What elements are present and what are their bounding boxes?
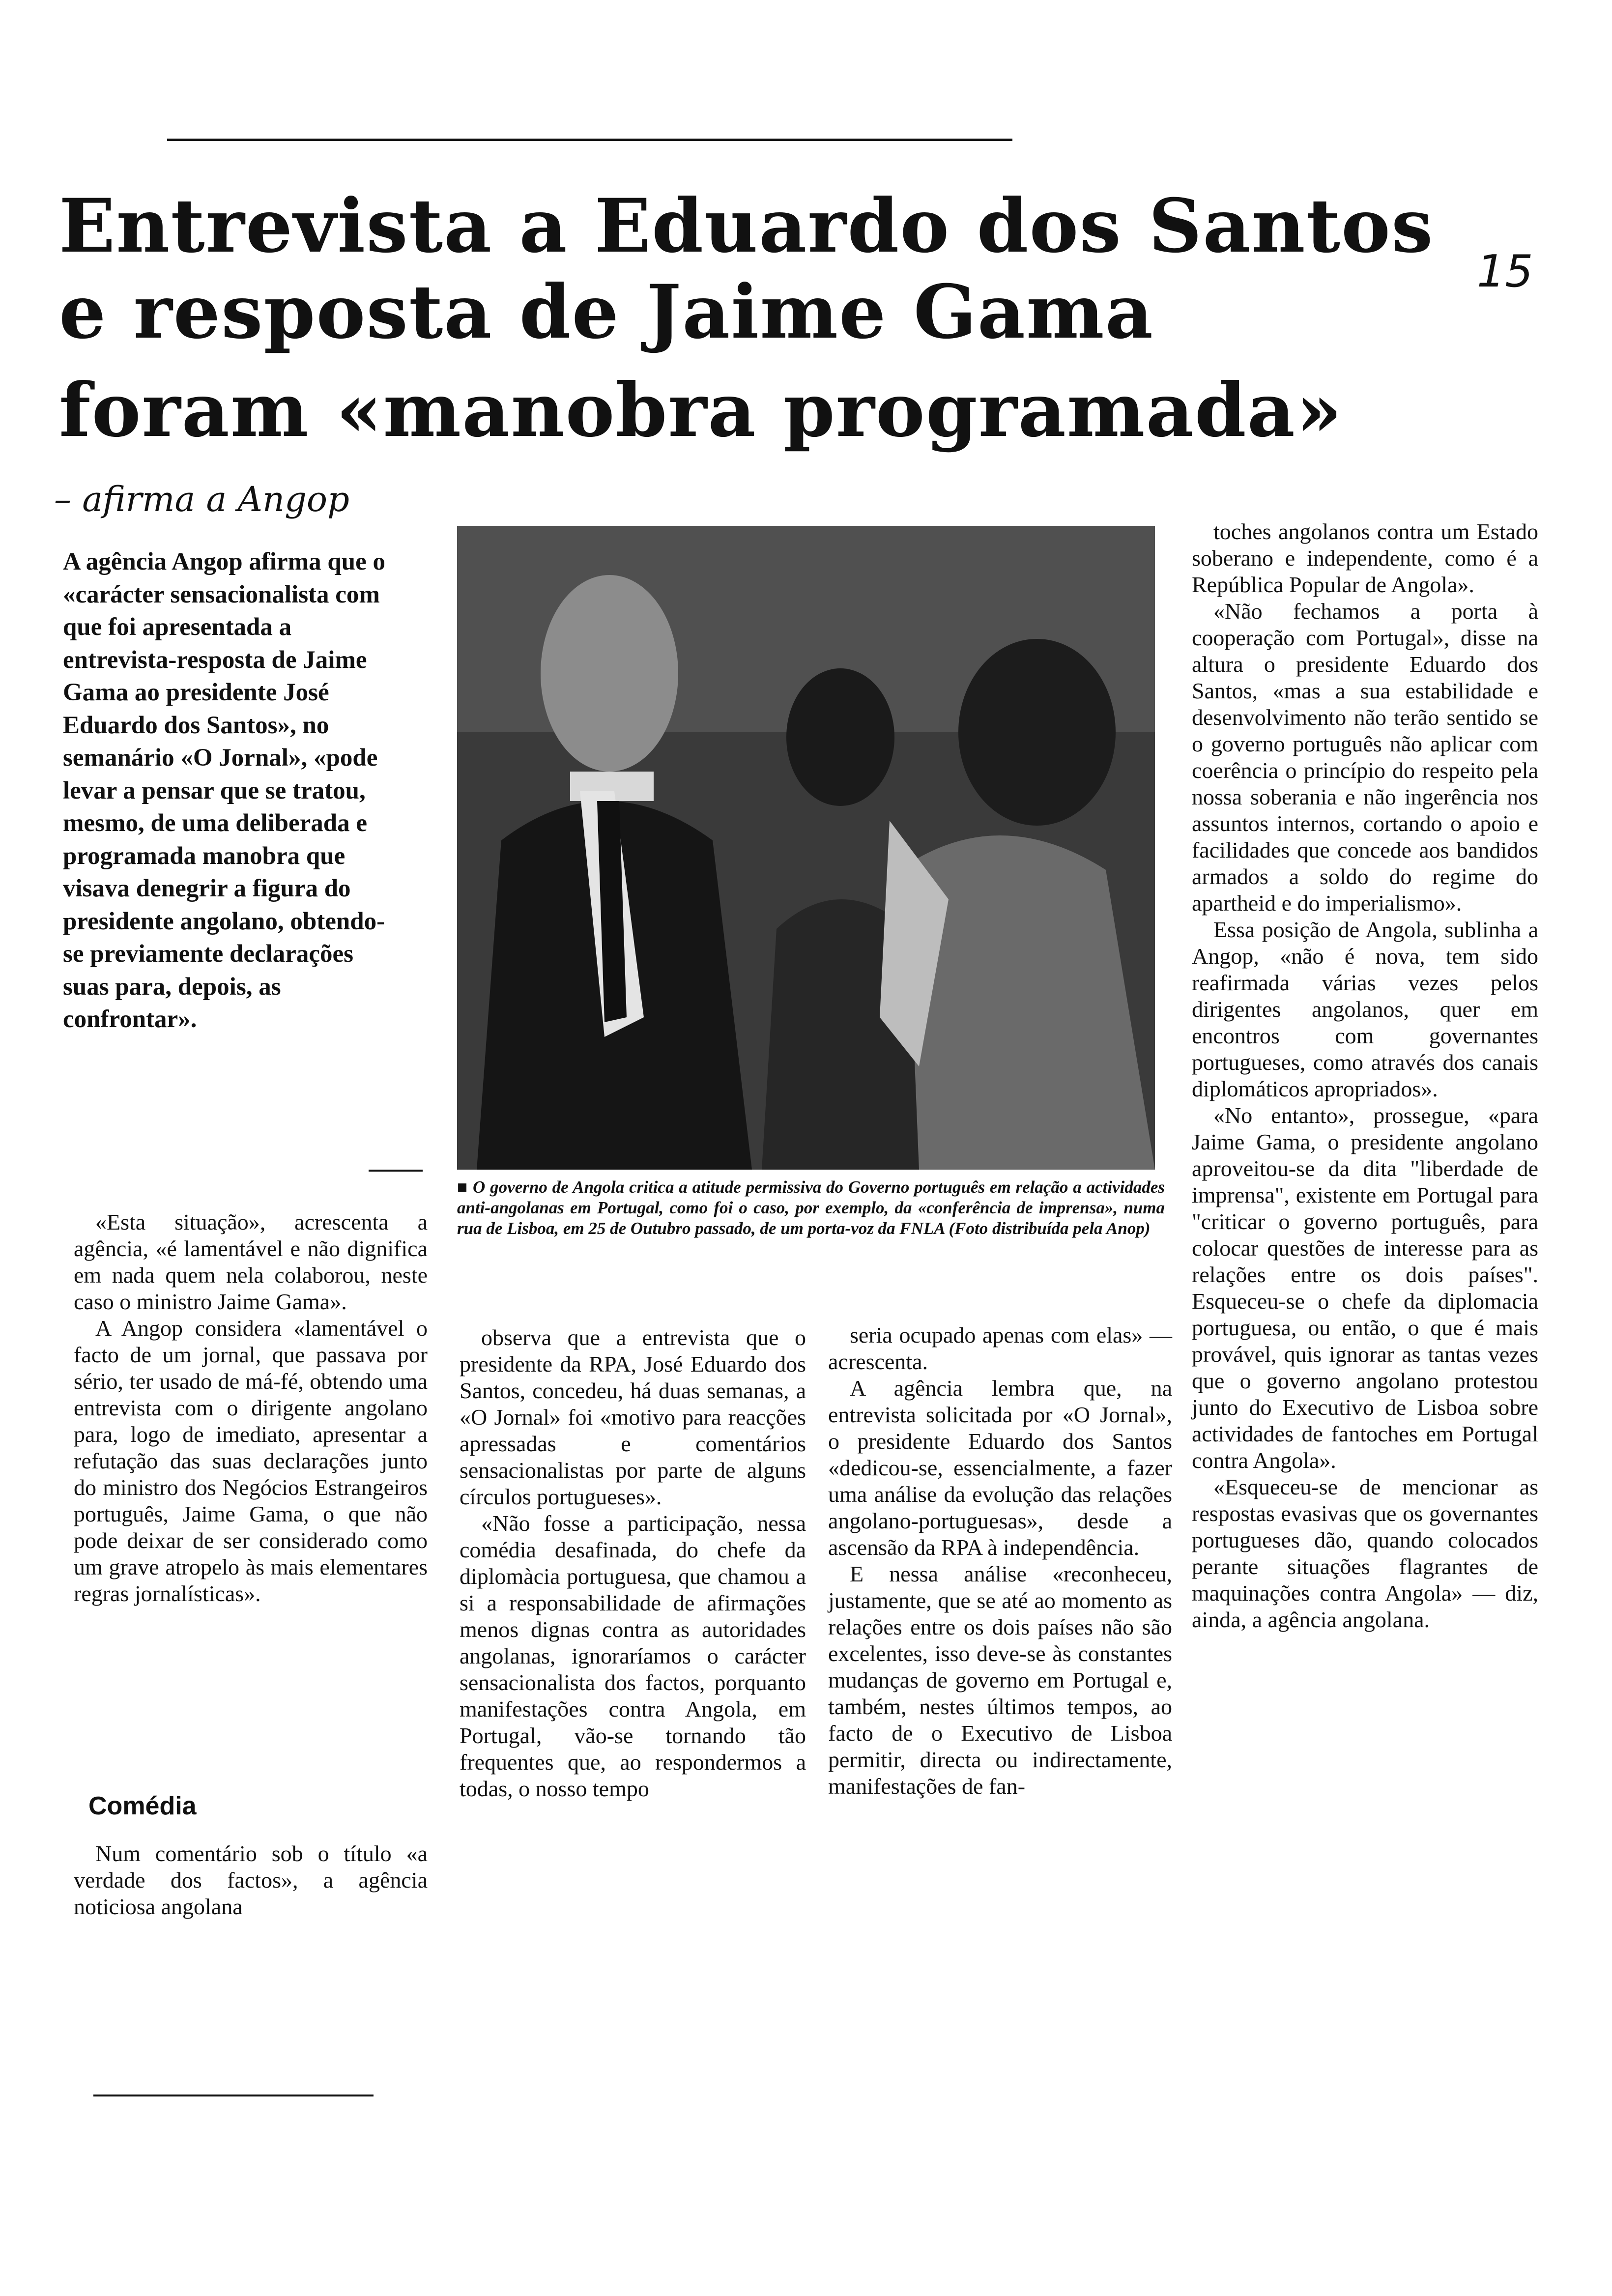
lead-paragraph-block — [63, 545, 402, 1036]
col2-paragraph-1: observa que a entrevista que o presidente da RPA, José Eduardo dos Santos, concedeu, há duas semanas, a «O Jornal» foi «motivo para reacções apressadas e comentários sensacionalistas por parte de alguns círculos portugueses». — [460, 1325, 806, 1509]
col3-paragraph-1: seria ocupado apenas com elas» — acrescenta. — [828, 1322, 1172, 1374]
column-2 — [460, 1324, 806, 1802]
section-subhead: Comédia — [88, 1792, 197, 1820]
col1-paragraph-1: «Esta situação», acrescenta a agência, «é lamentável e não dignifica em nada quem nela colaborou, neste caso o ministro Jaime Gama». — [74, 1209, 428, 1314]
col4-paragraph-4: «No entanto», prossegue, «para Jaime Gama, o presidente angolano aproveitou-se da dita "liberdade de imprensa", existente em Portugal para "criticar o governo português, para colocar questões de interesse para as relações entre os dois países". Esqueceu-se o chefe da diplomacia portuguesa, ou então, o que é mais provável, quis ignorar as tantas vezes que o governo angolano protestou junto do Executivo de Lisboa sobre actividades de fantoches em Portugal contra Angola». — [1192, 1103, 1538, 1473]
col1-paragraph-3: Num comentário sob o título «a verdade dos factos», a agência noticiosa angolana — [74, 1841, 428, 1919]
headline-line-2: e resposta de Jaime Gama — [59, 269, 1154, 355]
bottom-rule — [93, 2095, 374, 2096]
col4-paragraph-3: Essa posição de Angola, sublinha a Angop, «não é nova, tem sido reafirmada várias vezes pelos dirigentes angolanos, quer em encontros com governantes portugueses, como através dos canais diplomáticos apropriados». — [1192, 917, 1538, 1101]
col2-paragraph-2: «Não fosse a participação, nessa comédia desafinada, do chefe da diplomàcia portuguesa, que chamou a si a responsabilidade de afirmações menos dignas contra as autoridades angolanas, ignoraríamos o carácter sensacionalista dos factos, porquanto manifestações contra Angola, em Portugal, vão-se tornando tão frequentes que, ao respondermos a todas, o nosso tempo — [460, 1511, 806, 1801]
column-1-continued — [74, 1840, 428, 1920]
column-1 — [74, 1209, 428, 1607]
photo-caption: ■ O governo de Angola critica a atitude permissiva do Governo português em relação a actividades anti-angolanas em Portugal, como foi o caso, por exemplo, da «conferência de imprensa», numa rua de Lisboa, em 25 de Outubro passado, de um porta-voz da FNLA (Foto distribuída pela Anop) — [457, 1177, 1165, 1238]
news-photo-image — [457, 526, 1155, 1170]
headline-line-3: foram «manobra programada» — [59, 367, 1343, 454]
headline-line-1: Entrevista a Eduardo dos Santos — [59, 183, 1434, 269]
handwritten-page-note: 15 — [1477, 246, 1533, 297]
lead-paragraph: A agência Angop afirma que o «carácter sensacionalista com que foi apresentada a entrevista-resposta de Jaime Gama ao presidente José Eduardo dos Santos», no semanário «O Jornal», «pode levar a pensar que se tratou, mesmo, de uma deliberada e programada manobra que visava denegrir a figura do presidente angolano, obtendo-se previamente declarações suas para, depois, as confrontar». — [63, 548, 385, 1033]
col4-paragraph-2: «Não fechamos a porta à cooperação com Portugal», disse na altura o presidente Eduardo dos Santos, «mas a sua estabilidade e desenvolvimento não terão sentido se o governo português não aplicar com coerência o princípio do respeito pela nossa soberania e não ingerência nos assuntos internos, cortando o apoio e facilidades que concede aos bandidos armados a soldo do regime do apartheid e do imperialismo». — [1192, 599, 1538, 916]
col1-paragraph-2: A Angop considera «lamentável o facto de um jornal, que passava por sério, ter usado de má-fé, obtendo uma entrevista com o dirigente angolano para, logo de imediato, apresentar a refutação das suas declarações junto do ministro dos Negócios Estrangeiros português, Jaime Gama, o que não pode deixar de ser considerado como um grave atropelo às mais elementares regras jornalísticas». — [74, 1316, 428, 1606]
top-rule — [167, 139, 1012, 141]
col4-paragraph-1: toches angolanos contra um Estado soberano e independente, como é a República Popular de Angola». — [1192, 519, 1538, 597]
col4-paragraph-5: «Esqueceu-se de mencionar as respostas evasivas que os governantes portugueses dão, quando colocados perante situações flagrantes de maquinações contra Angola» — diz, ainda, a agência angolana. — [1192, 1474, 1538, 1632]
column-3 — [828, 1322, 1172, 1800]
subtitle: – afirma a Angop — [54, 479, 349, 519]
column-4 — [1192, 518, 1538, 1633]
lead-rule — [369, 1170, 423, 1172]
col3-paragraph-2: A agência lembra que, na entrevista solicitada por «O Jornal», o presidente Eduardo dos Santos «dedicou-se, essencialmente, a fazer uma análise da evolução das relações angolano-portuguesas», desde a ascensão da RPA à independência. — [828, 1376, 1172, 1560]
news-photo — [457, 526, 1155, 1170]
col3-paragraph-3: E nessa análise «reconheceu, justamente, que se até ao momento as relações entre os dois países não são excelentes, isso deve-se às constantes mudanças de governo em Portugal e, também, nestes últimos tempos, ao facto de o Executivo de Lisboa permitir, directa ou indirectamente, manifestações de fan- — [828, 1561, 1172, 1799]
